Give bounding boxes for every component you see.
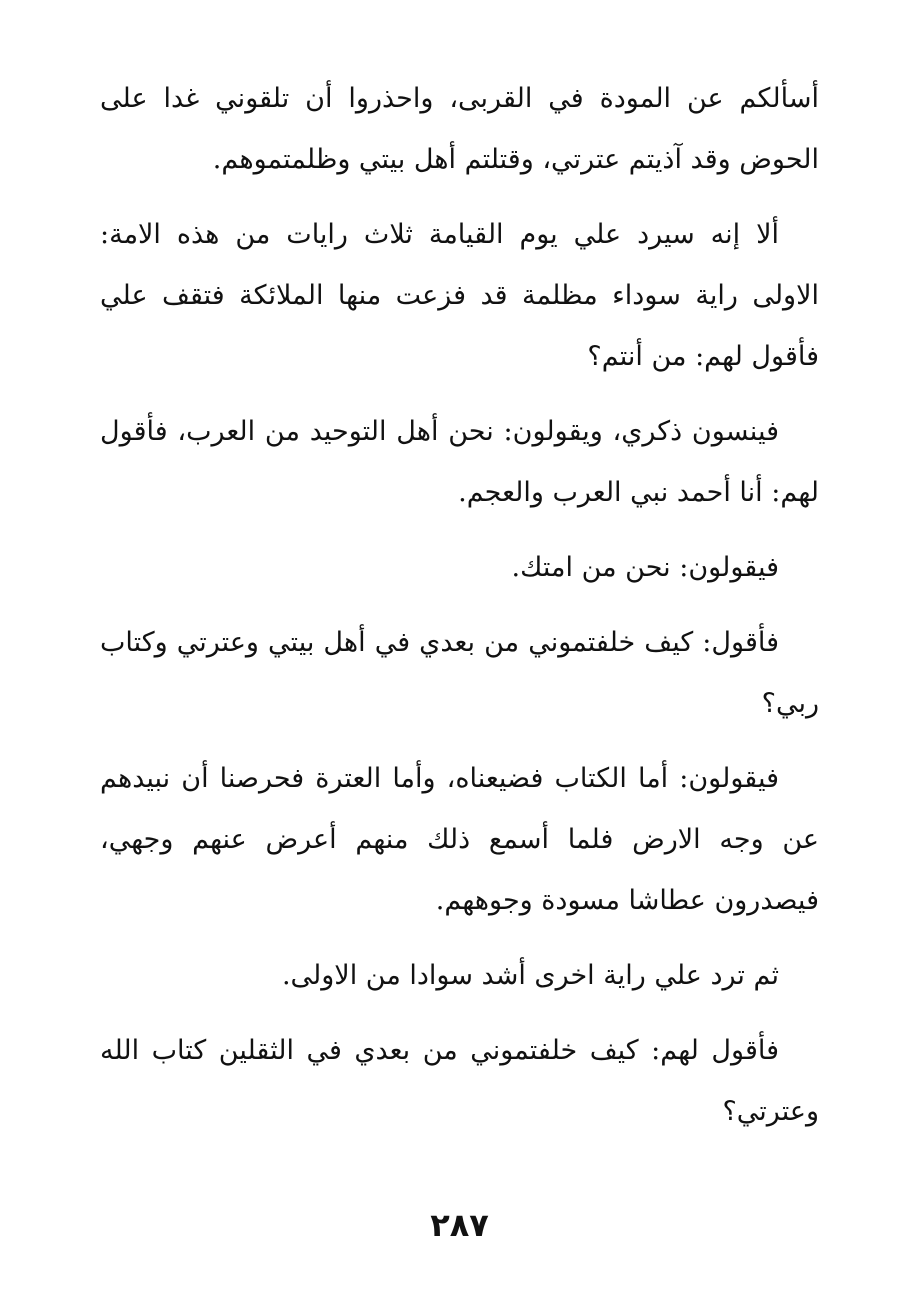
paragraph-2: ألا إنه سيرد علي يوم القيامة ثلاث رايات من هذه الامة: الاولى راية سوداء مظلمة قد فزعت منها الملائكة فتقف علي فأقول لهم: من أنتم؟	[100, 219, 819, 372]
paragraph-7: ثم ترد علي راية اخرى أشد سوادا من الاولى.	[281, 960, 779, 991]
paragraph-8: فأقول لهم: كيف خلفتموني من بعدي في الثقلين كتاب الله وعترتي؟	[100, 1035, 819, 1127]
paragraph-5: فأقول: كيف خلفتموني من بعدي في أهل بيتي وعترتي وكتاب ربي؟	[100, 627, 819, 719]
paragraph-3: فينسون ذكري، ويقولون: نحن أهل التوحيد من العرب، فأقول لهم: أنا أحمد نبي العرب والعجم.	[100, 416, 819, 508]
paragraph-6: فيقولون: أما الكتاب فضيعناه، وأما العترة فحرصنا أن نبيدهم عن وجه الارض فلما أسمع ذلك منهم أعرض عنهم وجهي، فيصدرون عطاشا مسودة وجوههم.	[100, 763, 819, 916]
paragraph-1: أسألكم عن المودة في القربى، واحذروا أن تلقوني غدا على الحوض وقد آذيتم عترتي، وقتلتم أهل بيتي وظلمتموهم.	[100, 83, 819, 175]
paragraph-4: فيقولون: نحن من امتك.	[511, 552, 779, 583]
page-body	[100, 68, 819, 1156]
page-number: ٢٨٧	[430, 1206, 489, 1244]
